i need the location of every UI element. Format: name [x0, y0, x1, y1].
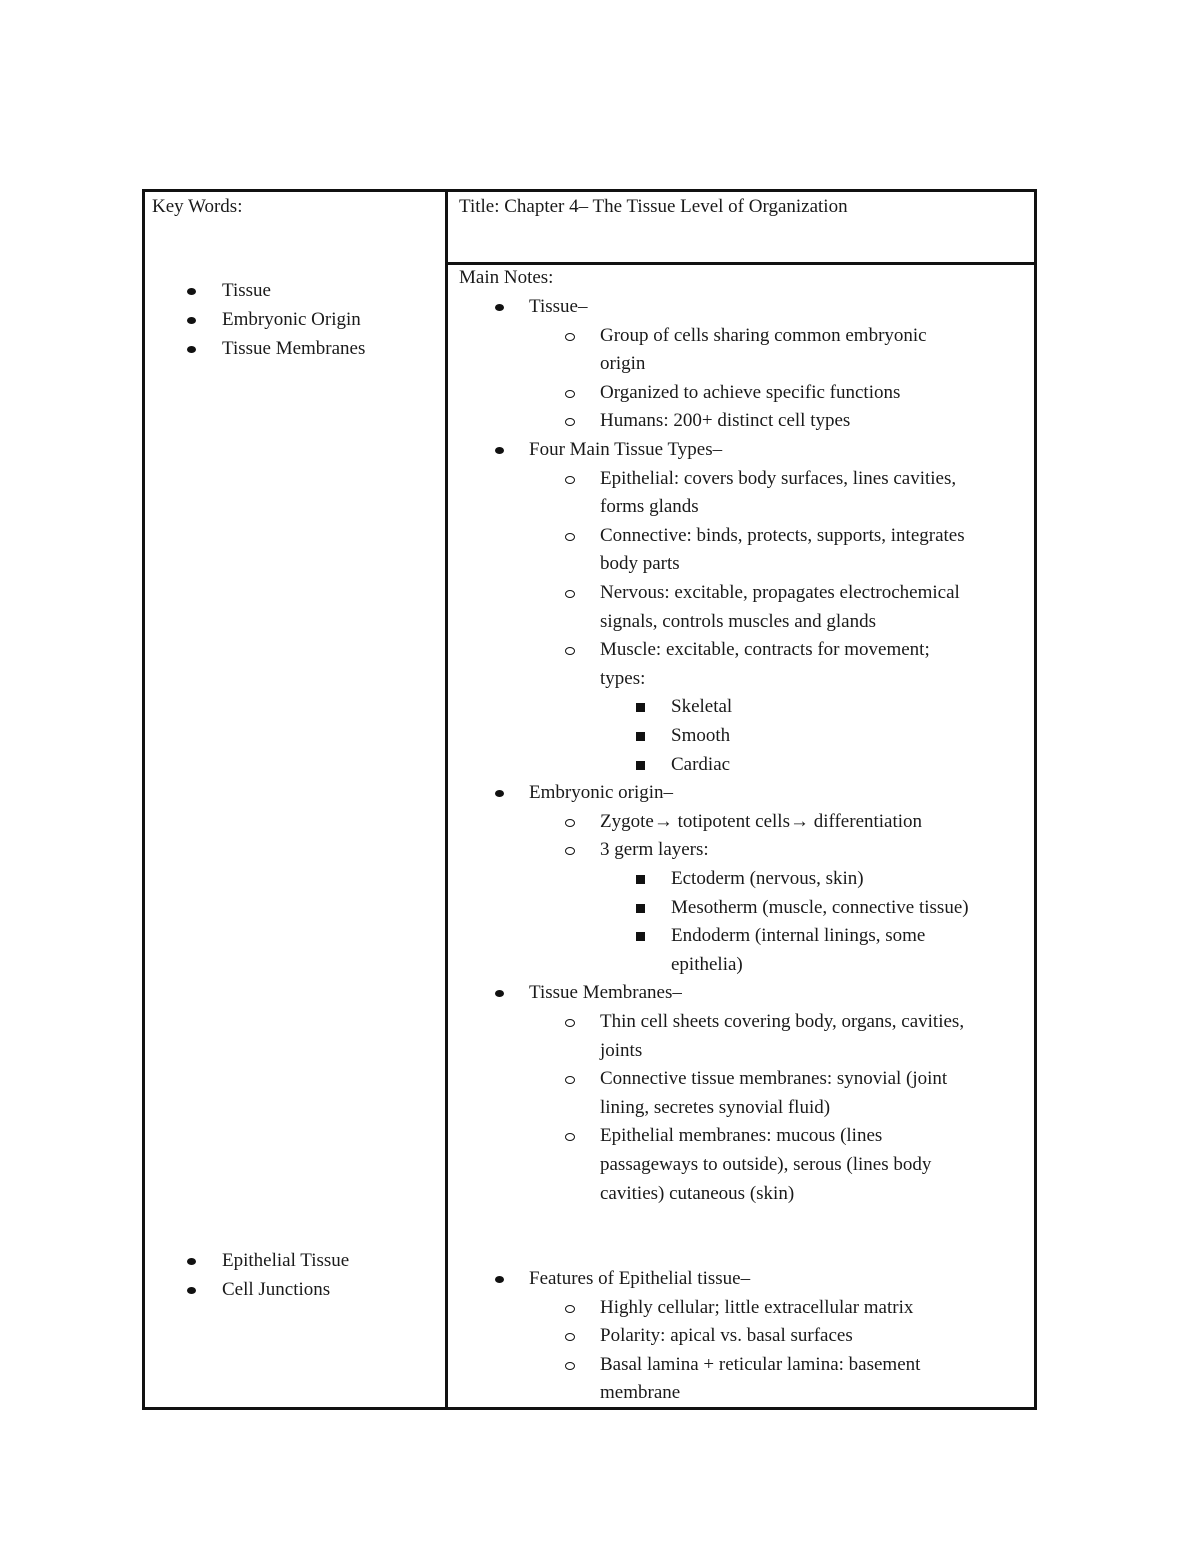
square-bullet-icon [636, 932, 645, 941]
note-item: Organized to achieve specific functions [600, 381, 901, 403]
circle-bullet-icon [565, 533, 575, 541]
sub-item: Smooth [671, 725, 731, 746]
note-item: Muscle: excitable, contracts for movement; [600, 639, 930, 661]
note-item: types: [600, 667, 646, 689]
bullet-icon [495, 1276, 504, 1283]
bullet-icon [187, 1287, 196, 1294]
sub-item: Endoderm (internal linings, some [671, 925, 926, 947]
square-bullet-icon [636, 732, 645, 741]
note-item: Group of cells sharing common embryonic [600, 324, 927, 346]
square-bullet-icon [636, 875, 645, 884]
sub-item: Ectoderm (nervous, skin) [671, 868, 864, 889]
bullet-icon [187, 317, 196, 324]
sub-item: Cardiac [671, 753, 731, 775]
section-heading: Tissue Membranes– [529, 982, 682, 1004]
note-item: lining, secretes synovial fluid) [600, 1096, 831, 1118]
sub-item: Mesotherm (muscle, connective tissue) [671, 896, 969, 918]
note-item: passageways to outside), serous (lines body [600, 1154, 932, 1175]
key-word: Tissue Membranes [222, 338, 366, 359]
bullet-icon [495, 447, 504, 454]
square-bullet-icon [636, 761, 645, 770]
bullet-icon [187, 288, 196, 295]
note-item: cavities) cutaneous (skin) [600, 1182, 795, 1204]
note-item: origin [600, 353, 646, 375]
circle-bullet-icon [565, 333, 575, 341]
note-item: 3 germ layers: [600, 839, 709, 861]
sub-item: epithelia) [671, 953, 743, 975]
note-item: Nervous: excitable, propagates electrochemical [600, 582, 960, 603]
bullet-icon [187, 346, 196, 353]
note-item: membrane [600, 1382, 681, 1404]
note-item: signals, controls muscles and glands [600, 610, 876, 632]
note-item: Thin cell sheets covering body, organs, cavities, [600, 1011, 965, 1032]
circle-bullet-icon [565, 476, 575, 484]
note-item: Basal lamina + reticular lamina: basement [600, 1353, 921, 1375]
section-heading: Four Main Tissue Types– [529, 439, 723, 460]
note-item: Connective: binds, protects, supports, integrates [600, 524, 965, 546]
note-item: Epithelial membranes: mucous (lines [600, 1125, 883, 1147]
note-item: Polarity: apical vs. basal surfaces [600, 1325, 853, 1347]
circle-bullet-icon [565, 590, 575, 598]
bullet-icon [187, 1258, 196, 1265]
circle-bullet-icon [565, 1305, 575, 1313]
note-item: Connective tissue membranes: synovial (joint [600, 1068, 948, 1090]
section-heading: Tissue– [529, 296, 588, 317]
circle-bullet-icon [565, 819, 575, 827]
section-heading: Features of Epithelial tissue– [529, 1268, 751, 1289]
key-word: Cell Junctions [222, 1279, 331, 1300]
note-item: Humans: 200+ distinct cell types [600, 410, 851, 432]
circle-bullet-icon [565, 1362, 575, 1370]
note-item: Zygote→ totipotent cells→ differentiation [600, 810, 923, 832]
bullet-icon [495, 304, 504, 311]
page-title: Title: Chapter 4– The Tissue Level of Organization [459, 196, 848, 217]
note-item: body parts [600, 553, 680, 575]
main-notes-label: Main Notes: [459, 267, 554, 288]
key-word: Tissue [222, 280, 271, 301]
key-word: Epithelial Tissue [222, 1250, 350, 1271]
sub-item: Skeletal [671, 696, 733, 718]
note-item: Epithelial: covers body surfaces, lines cavities, [600, 467, 957, 489]
section-heading: Embryonic origin– [529, 782, 674, 804]
note-item: joints [600, 1039, 643, 1061]
square-bullet-icon [636, 904, 645, 913]
column-divider [445, 189, 448, 1410]
note-item: Highly cellular; little extracellular matrix [600, 1296, 914, 1318]
key-word: Embryonic Origin [222, 309, 361, 330]
key-words-label: Key Words: [152, 196, 243, 217]
circle-bullet-icon [565, 1019, 575, 1027]
square-bullet-icon [636, 703, 645, 712]
note-item: forms glands [600, 496, 699, 518]
circle-bullet-icon [565, 390, 575, 398]
